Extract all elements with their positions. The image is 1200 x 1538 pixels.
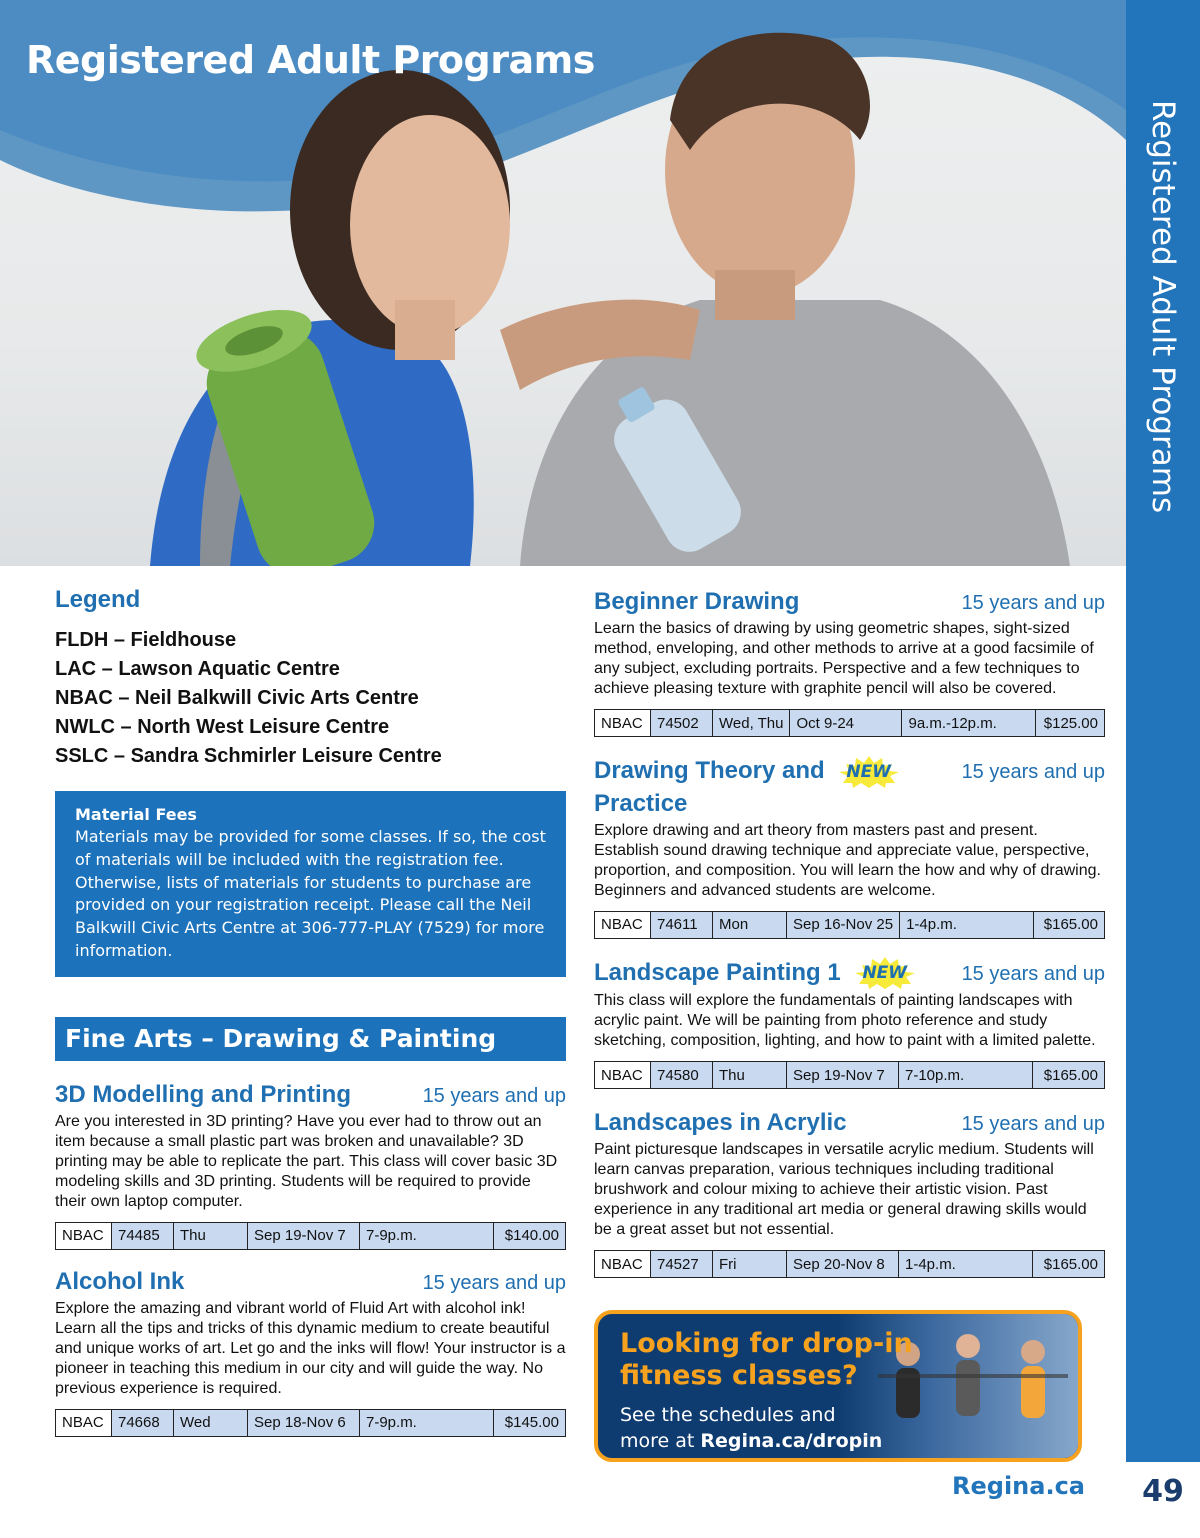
sidebar-title-text: Registered Adult Programs xyxy=(1145,100,1181,514)
table-row xyxy=(595,1251,1105,1278)
schedule-table xyxy=(594,709,1105,737)
schedule-table xyxy=(55,1409,566,1437)
ad-subtext-line xyxy=(620,1428,882,1454)
schedule-fee: $165.00 xyxy=(1033,1251,1105,1278)
schedule-dates: Sep 16-Nov 25 xyxy=(787,911,900,938)
schedule-time: 7-9p.m. xyxy=(360,1222,494,1249)
schedule-code: 74527 xyxy=(651,1251,713,1278)
schedule-table xyxy=(594,1250,1105,1278)
schedule-dates: Sep 19-Nov 7 xyxy=(787,1062,899,1089)
program-title-text: Drawing Theory and xyxy=(594,757,825,784)
schedule-fee: $145.00 xyxy=(494,1409,566,1436)
right-column xyxy=(594,586,1105,1278)
program-landscape-painting xyxy=(594,957,1105,1090)
program-landscapes-acrylic xyxy=(594,1107,1105,1278)
program-title: 3D Modelling and Printing xyxy=(55,1080,351,1108)
legend-item: SSLC – Sandra Schmirler Leisure Centre xyxy=(55,745,442,767)
ad-subtext xyxy=(620,1402,882,1454)
schedule-location: NBAC xyxy=(56,1222,112,1249)
program-drawing-theory xyxy=(594,755,1105,939)
program-age: 15 years and up xyxy=(961,962,1105,985)
schedule-dates: Oct 9-24 xyxy=(790,710,902,737)
ad-headline-line: fitness classes? xyxy=(620,1360,858,1391)
left-column xyxy=(55,586,566,1437)
program-description: This class will explore the fundamentals of painting landscapes with acrylic paint. We will be painting from photo reference and study sketching, composition, lighting, and how to paint with a limited palette. xyxy=(594,992,1096,1050)
dropin-fitness-ad[interactable] xyxy=(594,1310,1082,1462)
page-number: 49 xyxy=(1142,1474,1184,1509)
schedule-days: Thu xyxy=(713,1062,787,1089)
schedule-code: 74485 xyxy=(112,1222,174,1249)
hero-photo xyxy=(0,0,1126,566)
schedule-fee: $125.00 xyxy=(1036,710,1105,737)
material-fees-box xyxy=(55,791,566,977)
program-age: 15 years and up xyxy=(961,761,1105,783)
table-row xyxy=(595,1062,1105,1089)
schedule-days: Wed, Thu xyxy=(713,710,790,737)
legend-item: LAC – Lawson Aquatic Centre xyxy=(55,658,340,680)
schedule-days: Fri xyxy=(713,1251,787,1278)
table-row xyxy=(56,1409,566,1436)
schedule-fee: $165.00 xyxy=(1034,911,1105,938)
ad-headline xyxy=(620,1328,913,1392)
program-title-line2: Practice xyxy=(594,789,688,817)
schedule-location: NBAC xyxy=(56,1409,112,1436)
new-badge-label: NEW xyxy=(846,761,891,782)
schedule-table xyxy=(594,911,1105,939)
section-title: Fine Arts – Drawing & Painting xyxy=(55,1017,566,1061)
schedule-fee: $140.00 xyxy=(494,1222,566,1249)
program-title: Beginner Drawing xyxy=(594,588,800,615)
program-age: 15 years and up xyxy=(961,592,1105,614)
schedule-code: 74502 xyxy=(651,710,713,737)
schedule-time: 7-10p.m. xyxy=(899,1062,1033,1089)
new-badge xyxy=(853,957,917,989)
program-description: Explore drawing and art theory from masters past and present. Establish sound drawing technique and appreciate value, perspective, proportion, and composition. You will learn the how and why of drawing. Beginners and advanced students are welcome. xyxy=(594,821,1101,899)
schedule-time: 9a.m.-12p.m. xyxy=(902,710,1036,737)
schedule-time: 1-4p.m. xyxy=(900,911,1034,938)
program-title: Alcohol Ink xyxy=(55,1267,185,1295)
ad-subtext-line: See the schedules and xyxy=(620,1404,836,1426)
schedule-days: Thu xyxy=(174,1222,248,1249)
schedule-dates: Sep 20-Nov 8 xyxy=(787,1251,899,1278)
ad-subtext-prefix: more at xyxy=(620,1430,701,1452)
program-age: 15 years and up xyxy=(961,1113,1105,1136)
program-age: 15 years and up xyxy=(422,1084,566,1107)
schedule-days: Wed xyxy=(174,1409,248,1436)
program-description: Learn the basics of drawing by using geometric shapes, sight-sized method, enveloping, and other methods to arrive at a good facsimile of any subject, excluding portraits. Perspective and a few techniques to achieve pleasing texture with graphite pencil will also be covered. xyxy=(594,620,1094,697)
program-age: 15 years and up xyxy=(422,1271,566,1294)
program-title-line1 xyxy=(594,957,917,990)
ad-dropin-link[interactable]: Regina.ca/dropin xyxy=(700,1430,883,1452)
schedule-code: 74611 xyxy=(651,911,713,938)
schedule-location: NBAC xyxy=(595,710,651,737)
legend-list xyxy=(55,626,566,771)
legend-item: NWLC – North West Leisure Centre xyxy=(55,716,390,738)
program-title-text: Landscape Painting 1 xyxy=(594,958,841,986)
material-fees-body: Materials may be provided for some classes. If so, the cost of materials will be included with the registration fee. Otherwise, lists of materials for students to purchase are provided on your registration receipt. Please call the Neil Balkwill Civic Arts Centre at 306-777-PLAY (7529) for more information. xyxy=(75,827,546,960)
schedule-dates: Sep 19-Nov 7 xyxy=(248,1222,360,1249)
new-badge xyxy=(837,756,901,788)
schedule-table xyxy=(55,1222,566,1250)
program-title-line1 xyxy=(594,755,901,788)
program-beginner-drawing xyxy=(594,586,1105,737)
schedule-location: NBAC xyxy=(595,911,651,938)
program-description: Are you interested in 3D printing? Have you ever had to throw out an item because a small plastic part was broken and unavailable? 3D printing may be able to replicate the part. This class will cover basic 3D modeling skills and 3D printing. Students will be required to provide their own laptop computer. xyxy=(55,1112,558,1210)
schedule-time: 1-4p.m. xyxy=(899,1251,1033,1278)
schedule-code: 74580 xyxy=(651,1062,713,1089)
schedule-fee: $165.00 xyxy=(1033,1062,1105,1089)
program-description: Explore the amazing and vibrant world of Fluid Art with alcohol ink! Learn all the tips and tricks of this dynamic medium to create beautiful and unique works of art. Let go and the inks will flow! Your instructor is a pioneer in teaching this medium in our city and will guide the way. No previous experience is required. xyxy=(55,1299,566,1397)
ad-headline-line: Looking for drop-in xyxy=(620,1328,913,1359)
program-title: Landscapes in Acrylic xyxy=(594,1109,847,1137)
program-description: Paint picturesque landscapes in versatile acrylic medium. Students will learn canvas preparation, various techniques including traditional brushwork and colour mixing to achieve their artistic vision. Past experience in any traditional art media or general drawing skills would be a great asset but not essential. xyxy=(594,1141,1094,1239)
schedule-location: NBAC xyxy=(595,1062,651,1089)
program-alcohol-ink xyxy=(55,1266,566,1437)
table-row xyxy=(595,911,1105,938)
schedule-code: 74668 xyxy=(112,1409,174,1436)
hero-illustration xyxy=(0,0,1126,566)
material-fees-title: Material Fees xyxy=(75,805,197,824)
legend-item: FLDH – Fieldhouse xyxy=(55,629,237,651)
legend-title: Legend xyxy=(55,586,141,613)
schedule-time: 7-9p.m. xyxy=(360,1409,494,1436)
program-3d-modelling xyxy=(55,1079,566,1250)
footer-site-link[interactable]: Regina.ca xyxy=(952,1472,1085,1500)
schedule-location: NBAC xyxy=(595,1251,651,1278)
schedule-days: Mon xyxy=(713,911,787,938)
page-title: Registered Adult Programs xyxy=(26,38,595,82)
table-row xyxy=(56,1222,566,1249)
schedule-table xyxy=(594,1061,1105,1089)
new-badge-label: NEW xyxy=(862,963,908,984)
table-row xyxy=(595,710,1105,737)
schedule-dates: Sep 18-Nov 6 xyxy=(248,1409,360,1436)
legend-item: NBAC – Neil Balkwill Civic Arts Centre xyxy=(55,687,419,709)
